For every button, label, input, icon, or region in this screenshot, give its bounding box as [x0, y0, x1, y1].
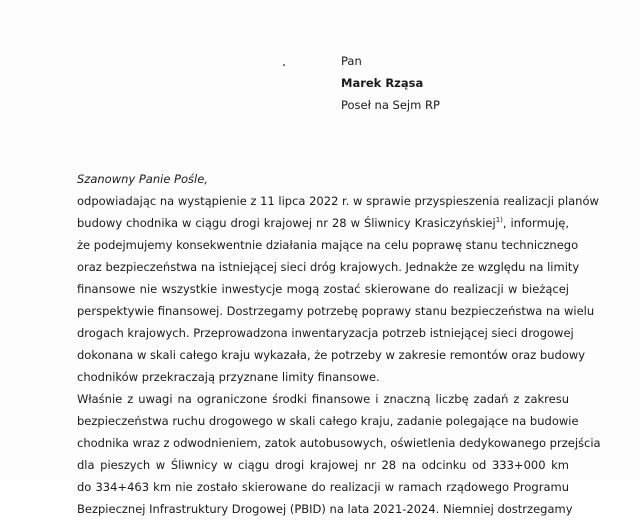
body-line: bezpieczeństwa ruchu drogowego w skali całego kraju, zadanie polegające na budowie [77, 414, 579, 428]
body-line: finansowe nie wszystkie inwestycje mogą zostać skierowane do realizacji w bieżącej [77, 282, 569, 296]
body-line: drogach krajowych. Przeprowadzona inwentaryzacja potrzeb istniejącej sieci drogowej [77, 326, 574, 340]
body-line: dokonana w skali całego kraju wykazała, że potrzeby w zakresie remontów oraz budowy [77, 348, 586, 362]
body-line [77, 212, 569, 234]
letter-body [77, 190, 601, 520]
body-line-text: , informuję, [502, 216, 569, 230]
body-line: chodnika wraz z odwodnieniem, zatok autobusowych, oświetlenia dedykowanego przejścia [77, 436, 601, 450]
body-line: Właśnie z uwagi na ograniczone środki finansowe i znaczną liczbę zadań z zakresu [77, 392, 569, 406]
body-line: perspektywie finansowej. Dostrzegamy potrzebę poprawy stanu bezpieczeństwa na wielu [77, 304, 595, 318]
salutation: Szanowny Panie Pośle, [77, 172, 208, 186]
body-line: chodników przekraczają przyznane limity finansowe. [77, 370, 380, 384]
body-line: że podejmujemy konsekwentnie działania mające na celu poprawę stanu technicznego [77, 238, 579, 252]
body-line: dla pieszych w Śliwnicy w ciągu drogi krajowej nr 28 na odcinku od 333+000 km [77, 458, 569, 472]
body-line: Bezpiecznej Infrastruktury Drogowej (PBID) na lata 2021-2024. Niemniej dostrzegamy [77, 502, 573, 516]
addressee-title: Pan [341, 54, 362, 68]
body-line: odpowiadając na wystąpienie z 11 lipca 2022 r. w sprawie przyspieszenia realizacji planów [77, 194, 599, 208]
addressee-name: Marek Rząsa [341, 76, 424, 90]
scan-speck [283, 64, 285, 66]
footnote-marker: 1) [495, 216, 503, 224]
addressee-block [341, 50, 440, 116]
body-line: oraz bezpieczeństwa na istniejącej sieci dróg krajowych. Jednakże ze względu na limity [77, 260, 580, 274]
body-line: do 334+463 km nie zostało skierowane do realizacji w ramach rządowego Programu [77, 480, 569, 494]
body-line-text: budowy chodnika w ciągu drogi krajowej nr 28 w Śliwnicy Krasiczyńskiej [77, 216, 496, 230]
addressee-position: Poseł na Sejm RP [341, 98, 440, 112]
